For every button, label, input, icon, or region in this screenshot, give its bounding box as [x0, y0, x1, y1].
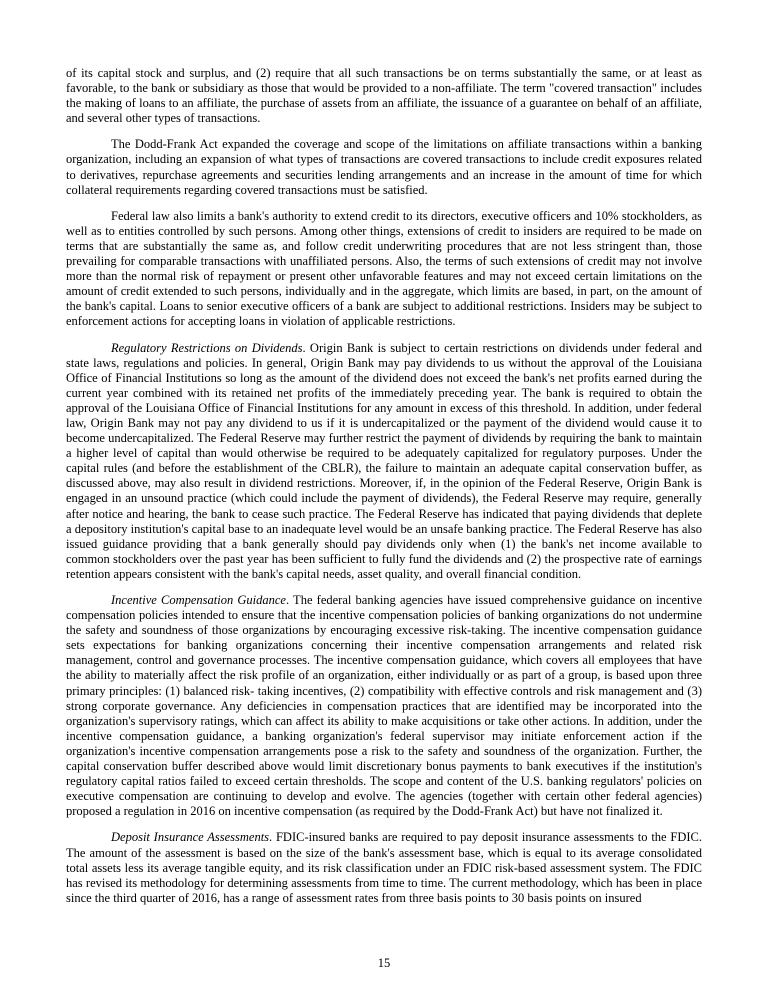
run-in-heading: Regulatory Restrictions on Dividends	[111, 340, 303, 355]
page-number: 15	[377, 955, 391, 970]
paragraph-text: . FDIC-insured banks are required to pay deposit insurance assessments to the FDIC. The amount of the assessment is based on the size of the bank's assessment base, which is equal to its average consolidated total assets less its average tangible equity, and its risk classification under an FDIC risk-based assessment system. The FDIC has revised its methodology for determining assessments from time to time. The current methodology, which has been in place since the third quarter of 2016, has a range of assessment rates from three basis points to 30 basis points on insured	[66, 830, 702, 905]
paragraph-text: . Origin Bank is subject to certain restrictions on dividends under federal and state laws, regulations and policies. In general, Origin Bank may pay dividends to us without the approval of the Louisiana Office of Financial Institutions so long as the amount of the dividend does not exceed the bank's net profits earned during the current year combined with its retained net profits of the immediately preceding year. The bank is required to obtain the approval of the Louisiana Office of Financial Institutions for any amount in excess of this threshold. In addition, under federal law, Origin Bank may not pay any dividend to us if it is undercapitalized or the payment of the dividend would cause it to become undercapitalized. The Federal Reserve may further restrict the payment of dividends by requiring the bank to maintain a higher level of capital than would otherwise be required to be adequately capitalized for regulatory purposes. Under the capital rules (and before the establishment of the CBLR), the failure to maintain an adequate capital conservation buffer, as discussed above, may also result in dividend restrictions. Moreover, if, in the opinion of the Federal Reserve, Origin Bank is engaged in an unsound practice (which could include the payment of dividends), the Federal Reserve may require, generally after notice and hearing, the bank to cease such practice. The Federal Reserve has indicated that paying dividends that deplete a depository institution's capital base to an inadequate level would be an unsafe banking practice. The Federal Reserve has also issued guidance providing that a bank generally should pay dividends only when (1) the bank's net income available to common stockholders over the past year has been sufficient to fully fund the dividends and (2) the prospective rate of earnings retention appears consistent with the bank's capital needs, asset quality, and overall financial condition.	[66, 340, 702, 581]
paragraph-text: Federal law also limits a bank's authority to extend credit to its directors, executive officers and 10% stockholders, as well as to entities controlled by such persons. Among other things, extensions of credit to insiders are required to be made on terms that are substantially the same as, and follow credit underwriting procedures that are not less stringent than, those prevailing for comparable transactions with unaffiliated persons. Also, the terms of such extensions of credit may not involve more than the normal risk of repayment or present other unfavorable features and may not exceed certain limitations on the amount of credit extended to such persons, individually and in the aggregate, which limits are based, in part, on the amount of the bank's capital. Loans to senior executive officers of a bank are subject to additional restrictions. Insiders may be subject to enforcement actions for accepting loans in violation of applicable restrictions.	[66, 208, 702, 329]
paragraph-dodd-frank	[66, 137, 702, 197]
paragraph-deposit-insurance-assessments	[66, 830, 702, 905]
paragraph-continuation	[66, 66, 702, 126]
paragraph-text: The Dodd-Frank Act expanded the coverage and scope of the limitations on affiliate transactions within a banking organization, including an expansion of what types of transactions are covered transactions to include credit exposures related to derivatives, repurchase agreements and securities lending arrangements and an increase in the amount of time for which collateral requirements regarding covered transactions must be satisfied.	[66, 137, 702, 197]
paragraph-text: . The federal banking agencies have issued comprehensive guidance on incentive compensation policies intended to ensure that the incentive compensation policies of banking organizations do not undermine the safety and soundness of those organizations by encouraging excessive risk-taking. The incentive compensation guidance sets expectations for banking organizations concerning their incentive compensation arrangements and related risk management, control and governance processes. The incentive compensation guidance, which covers all employees that have the ability to materially affect the risk profile of an organization, either individually or as part of a group, is based upon three primary principles: (1) balanced risk- taking incentives, (2) compatibility with effective controls and risk management and (3) strong corporate governance. Any deficiencies in compensation practices that are identified may be incorporated into the organization's supervisory ratings, which can affect its ability to make acquisitions or take other actions. In addition, under the incentive compensation guidance, a banking organization's federal supervisor may initiate enforcement action if the organization's incentive compensation arrangements pose a risk to the safety and soundness of the organization. Further, the capital conservation buffer described above would limit discretionary bonus payments to bank executives if the institution's regulatory capital ratios failed to exceed certain thresholds. The scope and content of the U.S. banking regulators' policies on executive compensation are continuing to develop and evolve. The agencies (together with certain other federal agencies) proposed a regulation in 2016 on incentive compensation (as required by the Dodd-Frank Act) but have not finalized it.	[66, 593, 702, 819]
paragraph-incentive-compensation-guidance	[66, 593, 702, 819]
paragraph-regulatory-restrictions-on-dividends	[66, 341, 702, 583]
paragraph-text: of its capital stock and surplus, and (2) require that all such transactions be on terms substantially the same, or at least as favorable, to the bank or subsidiary as those that would be provided to a non-affiliate. The term "covered transaction" includes the making of loans to an affiliate, the purchase of assets from an affiliate, the issuance of a guarantee on behalf of an affiliate, and several other types of transactions.	[66, 66, 702, 126]
run-in-heading: Deposit Insurance Assessments	[111, 830, 270, 845]
paragraph-federal-law	[66, 209, 702, 330]
run-in-heading: Incentive Compensation Guidance	[111, 593, 286, 607]
